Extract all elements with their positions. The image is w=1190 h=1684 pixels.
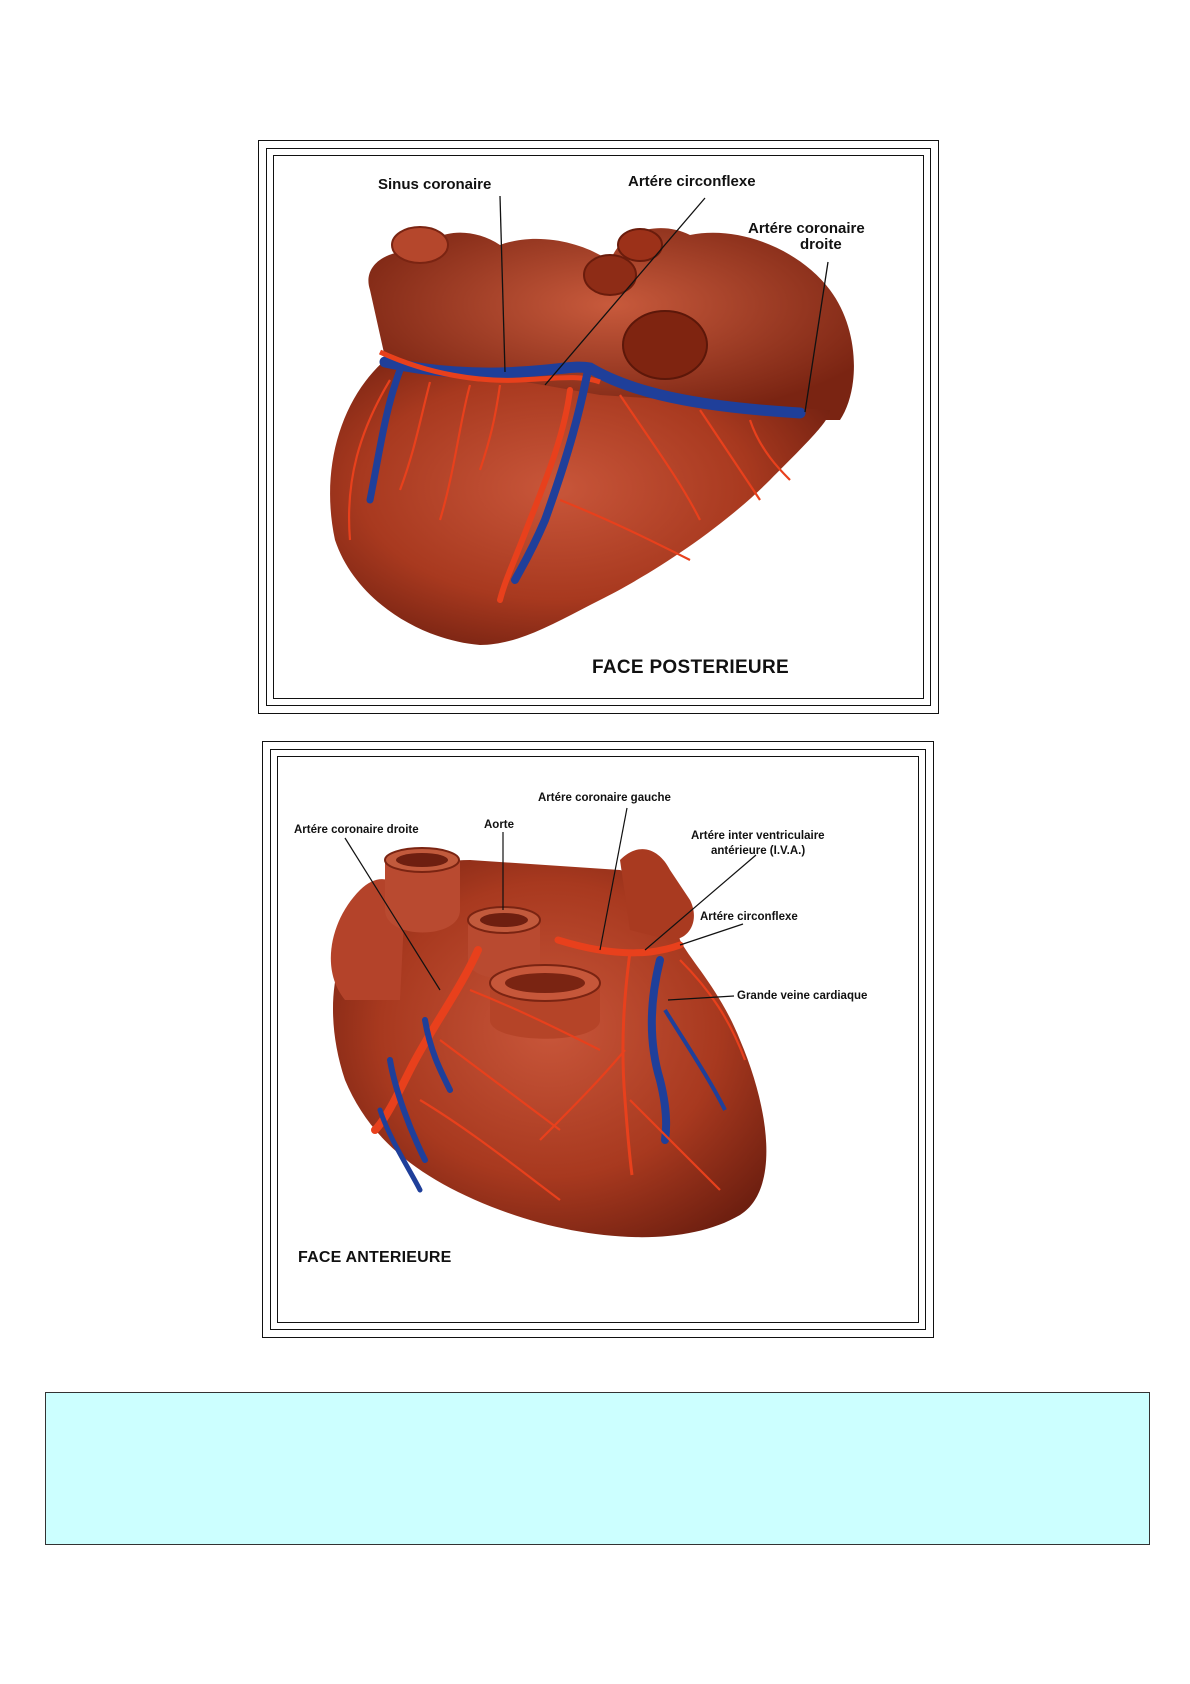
posterior-face-title: FACE POSTERIEURE (592, 657, 789, 678)
label-iva-line2: antérieure (I.V.A.) (711, 845, 806, 857)
label-aorte: Aorte (484, 819, 515, 831)
label-sinus-coronaire: Sinus coronaire (378, 176, 492, 193)
label-artere-coronaire-droite-line2: droite (800, 236, 842, 253)
anterior-face-title: FACE ANTERIEURE (298, 1249, 452, 1266)
label-artere-coronaire-gauche: Artére coronaire gauche (538, 792, 671, 804)
label-artere-coronaire-droite: Artére coronaire droite (294, 824, 419, 836)
note-box (45, 1392, 1150, 1545)
label-artere-circonflexe: Artére circonflexe (628, 173, 756, 190)
label-artere-circonflexe-ant: Artére circonflexe (700, 911, 798, 923)
label-grande-veine-cardiaque: Grande veine cardiaque (737, 990, 868, 1002)
label-artere-coronaire-droite-line1: Artére coronaire (748, 220, 865, 237)
label-iva-line1: Artére inter ventriculaire (691, 830, 825, 842)
